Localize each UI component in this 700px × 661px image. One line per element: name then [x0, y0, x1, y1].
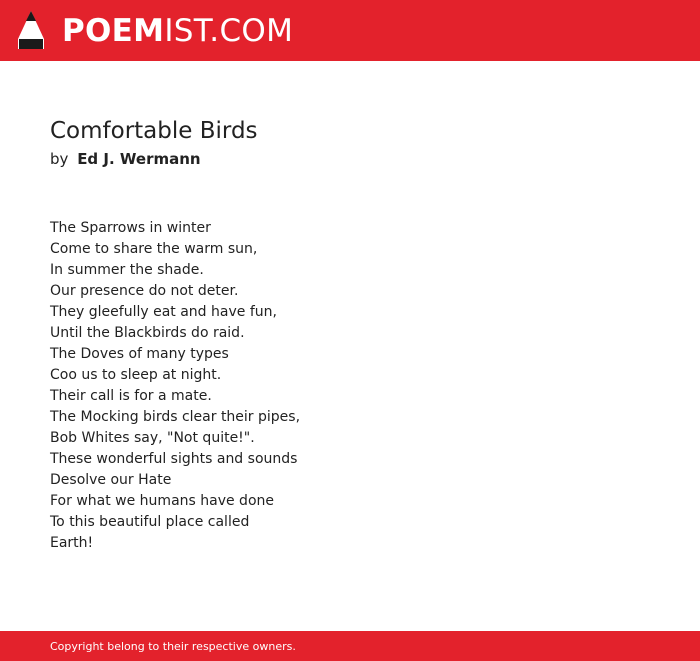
by-label: by	[50, 150, 69, 168]
poem-line: Earth!	[50, 535, 94, 551]
author-link[interactable]: Ed J. Wermann	[77, 150, 201, 168]
poem-line: For what we humans have done	[50, 493, 274, 509]
poem-line: These wonderful sights and sounds	[50, 451, 298, 467]
poem-line: In summer the shade.	[50, 262, 204, 278]
brand-light-text: IST.COM	[164, 13, 294, 49]
brand-bold-text: POEM	[62, 13, 165, 49]
site-footer	[0, 631, 700, 661]
poem-line: Desolve our Hate	[50, 472, 172, 488]
poem-line: The Mocking birds clear their pipes,	[50, 409, 301, 425]
poem-line: They gleefully eat and have fun,	[50, 304, 277, 320]
site-logo-link[interactable]	[16, 9, 46, 53]
poem-line: The Doves of many types	[50, 346, 229, 362]
poem-line: Until the Blackbirds do raid.	[50, 325, 245, 341]
byline	[50, 148, 201, 170]
poem-line: Come to share the warm sun,	[50, 241, 258, 257]
site-brand-link[interactable]	[62, 11, 293, 51]
poem-line: Bob Whites say, "Not quite!".	[50, 430, 255, 446]
poem-body	[50, 218, 300, 554]
poem-line: To this beautiful place called	[50, 514, 250, 530]
poem-line: The Sparrows in winter	[50, 220, 211, 236]
poem-line: Their call is for a mate.	[50, 388, 212, 404]
site-header	[0, 0, 700, 61]
poem-line: Coo us to sleep at night.	[50, 367, 222, 383]
poem-title: Comfortable Birds	[50, 118, 258, 144]
pencil-tip-icon	[16, 9, 46, 53]
copyright-text: Copyright belong to their respective owners.	[50, 640, 296, 653]
poem-line: Our presence do not deter.	[50, 283, 239, 299]
